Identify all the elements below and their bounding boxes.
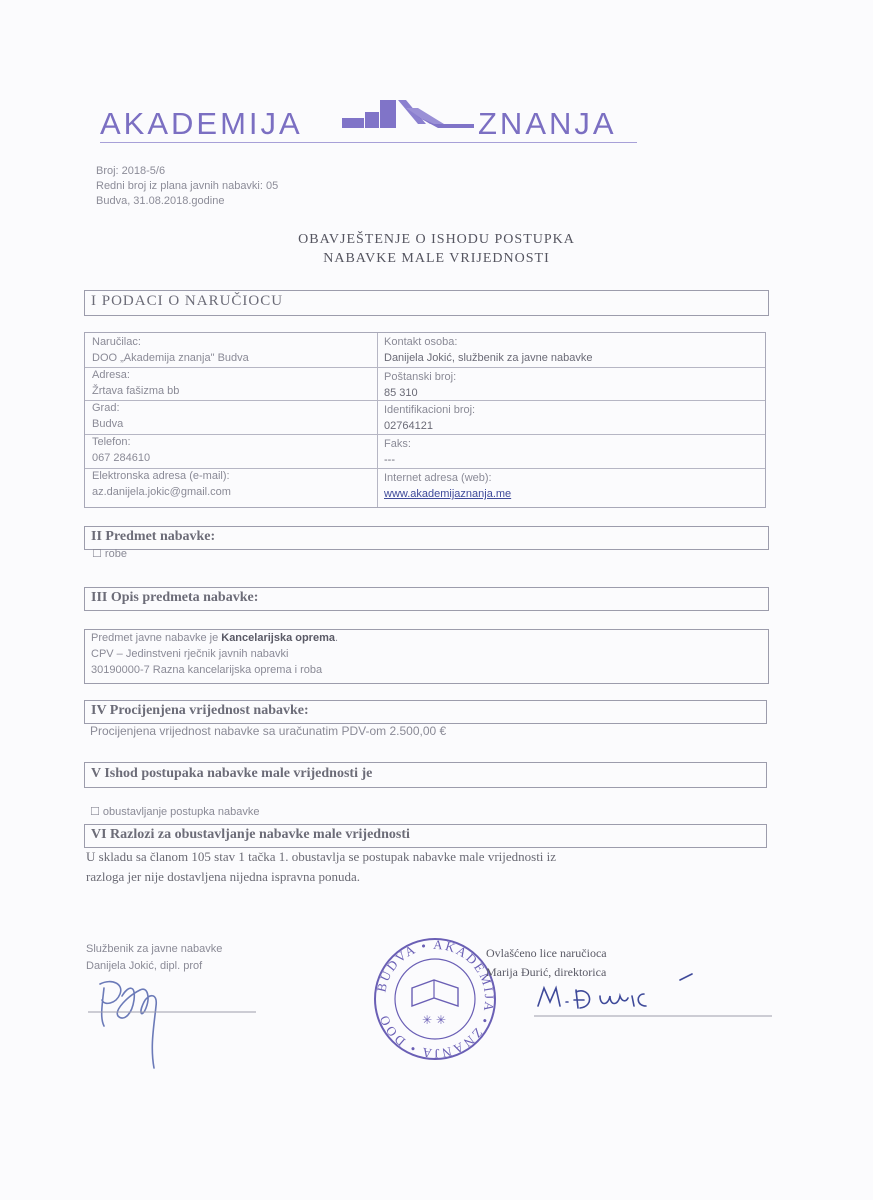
cell-value: Danijela Jokić, službenik za javne nabavke bbox=[384, 352, 593, 364]
book-logo-icon bbox=[334, 94, 474, 136]
table-row bbox=[384, 369, 456, 401]
subject-line: Predmet javne nabavke je Kancelarijska oprema. bbox=[91, 632, 339, 644]
cell-value: 02764121 bbox=[384, 420, 433, 432]
table-row bbox=[92, 334, 249, 366]
table-row bbox=[92, 434, 150, 466]
section-6-header bbox=[84, 824, 767, 848]
section-6-title: VI Razlozi za obustavljanje nabavke male vrijednosti bbox=[91, 827, 410, 842]
official-stamp bbox=[372, 936, 498, 1062]
section-1-header bbox=[84, 290, 769, 316]
svg-text:✳ ✳: ✳ ✳ bbox=[422, 1013, 446, 1027]
cell-label: Naručilac: bbox=[92, 336, 141, 348]
plan-number: Redni broj iz plana javnih nabavki: 05 bbox=[96, 180, 279, 192]
right-signatory-role: Ovlašćeno lice naručioca bbox=[486, 946, 607, 960]
section-4-header bbox=[84, 700, 767, 724]
table-row bbox=[384, 436, 411, 468]
cell-label: Identifikacioni broj: bbox=[384, 404, 476, 416]
cell-label: Kontakt osoba: bbox=[384, 336, 458, 348]
cell-value: 85 310 bbox=[384, 387, 418, 399]
left-signatory-role: Službenik za javne nabavke bbox=[86, 943, 223, 955]
website-link[interactable]: www.akademijaznanja.me bbox=[384, 488, 512, 500]
email-value: az.danijela.jokic@gmail.com bbox=[92, 486, 231, 498]
right-signatory-name: Marija Đurić, direktorica bbox=[486, 965, 607, 979]
table-row bbox=[384, 470, 511, 502]
reason-line-1: U skladu sa članom 105 stav 1 tačka 1. obustavlja se postupak nabavke male vrijednosti iz bbox=[86, 849, 557, 864]
left-signatory-name: Danijela Jokić, dipl. prof bbox=[86, 960, 203, 972]
section-4-title: IV Procijenjena vrijednost nabavke: bbox=[91, 703, 309, 718]
cell-value: DOO „Akademija znanja" Budva bbox=[92, 352, 249, 364]
cell-value: 067 284610 bbox=[92, 452, 151, 464]
section-2-title: II Predmet nabavke: bbox=[91, 529, 216, 544]
table-row bbox=[92, 400, 123, 432]
cell-value: Žrtava fašizma bb bbox=[92, 385, 180, 397]
table-row bbox=[384, 402, 475, 434]
section-5-title: V Ishod postupaka nabavke male vrijednosti je bbox=[91, 766, 373, 781]
logo-underline bbox=[100, 142, 637, 143]
section-2-header bbox=[84, 526, 769, 550]
cell-value: Budva bbox=[92, 418, 124, 430]
cell-label: Adresa: bbox=[92, 369, 130, 381]
table-row bbox=[92, 367, 179, 399]
document-title-line1: OBAVJEŠTENJE O ISHODU POSTUPKA bbox=[298, 232, 575, 247]
checkbox-obustavljanje[interactable]: ☐ obustavljanje postupka nabavke bbox=[90, 806, 260, 818]
right-signature bbox=[530, 972, 775, 1022]
cell-label: Elektronska adresa (e-mail): bbox=[92, 470, 230, 482]
section-3-title: III Opis predmeta nabavke: bbox=[91, 590, 259, 605]
left-signature bbox=[88, 966, 268, 1076]
table-row bbox=[92, 468, 231, 500]
svg-text:BUDVA • AKADEMIJA • ZNANJA • D: BUDVA • AKADEMIJA • ZNANJA • DOO bbox=[373, 936, 498, 1062]
estimated-value: Procijenjena vrijednost nabavke sa uračunatim PDV-om 2.500,00 € bbox=[90, 724, 447, 738]
section-5-header bbox=[84, 762, 767, 788]
document-number: Broj: 2018-5/6 bbox=[96, 165, 166, 177]
section-3-content bbox=[84, 629, 769, 684]
cell-label: Internet adresa (web): bbox=[384, 472, 492, 484]
table-row bbox=[384, 334, 593, 366]
logo-text-left: AKADEMIJA bbox=[100, 106, 303, 141]
cell-label: Grad: bbox=[92, 402, 120, 414]
cell-label: Faks: bbox=[384, 438, 411, 450]
reason-line-2: razloga jer nije dostavljena nijedna ispravna ponuda. bbox=[86, 869, 360, 884]
contracting-authority-table bbox=[84, 332, 766, 508]
section-3-header bbox=[84, 587, 769, 611]
checkbox-robe[interactable]: ☐ robe bbox=[92, 548, 127, 560]
cpv-code-line: 30190000-7 Razna kancelarijska oprema i roba bbox=[91, 664, 323, 676]
document-title-line2: NABAVKE MALE VRIJEDNOSTI bbox=[323, 251, 550, 266]
cell-label: Telefon: bbox=[92, 436, 131, 448]
logo-text-right: ZNANJA bbox=[478, 106, 617, 141]
section-1-title: I PODACI O NARUČIOCU bbox=[91, 293, 284, 309]
cell-value: --- bbox=[384, 454, 395, 466]
cpv-line: CPV – Jedinstveni rječnik javnih nabavki bbox=[91, 648, 289, 660]
cell-label: Poštanski broj: bbox=[384, 371, 457, 383]
place-date: Budva, 31.08.2018.godine bbox=[96, 195, 225, 207]
